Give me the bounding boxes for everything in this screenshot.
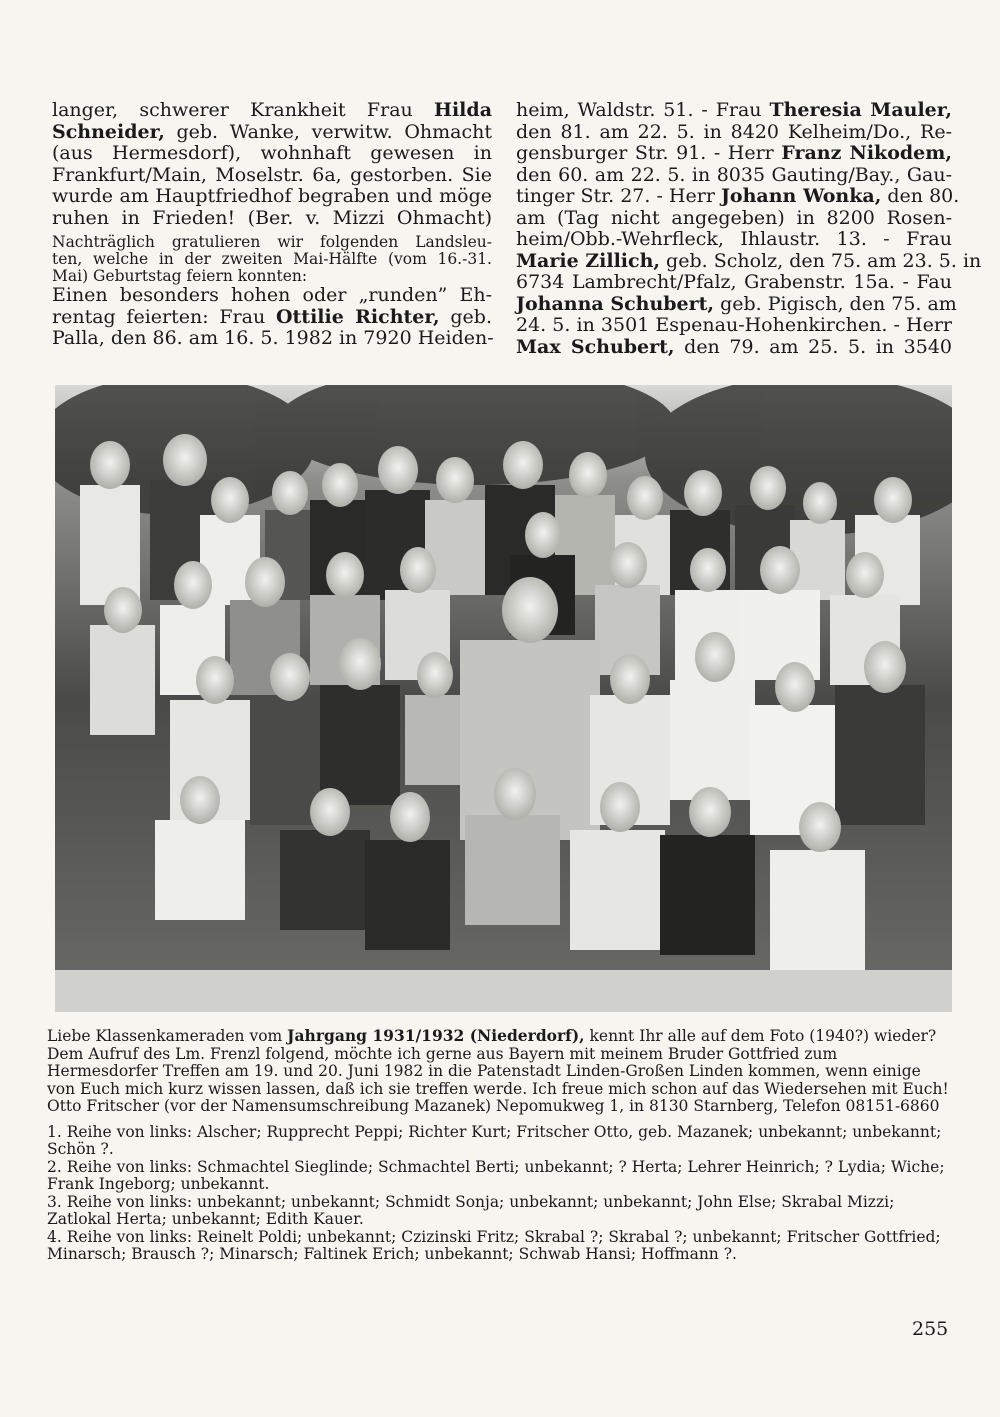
name-marie-zillich: Marie Zillich, [516, 249, 661, 272]
announcement-line: Mai) Geburtstag feiern konnten: [52, 267, 308, 285]
class-photo-image [55, 385, 952, 1012]
text-line: den 81. am 22. 5. in 8420 Kelheim/Do., Re- [516, 120, 952, 143]
name-schneider: Schneider, [52, 120, 165, 143]
text-line: (aus Hermesdorf), wohnhaft gewesen in [52, 142, 492, 164]
photo-caption [47, 1027, 952, 1264]
text-fragment: den 80. [881, 185, 960, 207]
page-number: 255 [912, 1318, 949, 1340]
row-4-names: 4. Reihe von links: Reinelt Poldi; unbekannt; Czizinski Fritz; Skrabal ?; Skrabal ?; unbekannt; Fritscher Gottfried; Minarsch; Brausch ?; Minarsch; Faltinek Erich; unbekannt; Schwab Hansi; Hoffmann ?. [47, 1227, 941, 1263]
text-fragment: gensburger Str. 91. - Herr [516, 142, 782, 164]
name-johann-wonka: Johann Wonka, [720, 185, 882, 207]
caption-paragraph: Liebe Klassenkameraden vom Jahrgang 1931/1932 (Niederdorf), kennt Ihr alle auf dem Foto (1940?) wieder? Dem Aufruf des Lm. Frenzl folgend, möchte ich gerne aus Bayern mit meinem Bruder Gottfried zum Hermesdorfer Treffen am 19. und 20. Juni 1982 in die Patenstadt Linden-Großen Linden kommen, wenn einige von Euch mich kurz wissen lassen, daß ich sie treffen werde. Ich freue mich schon auf das Wiedersehen mit Euch! Otto Fritscher (vor der Namensumschreibung Mazanek) Nepomukweg 1, in 8130 Starnberg, Telefon 08151-6860 [47, 1026, 949, 1115]
report-attribution: (Ber. v. Mizzi Ohmacht) [247, 206, 492, 229]
text-line: Frankfurt/Main, Moselstr. 6a, gestorben. Sie [52, 163, 492, 186]
text-fragment: rentag feierten: Frau [52, 305, 276, 328]
name-franz-nikodem: Franz Nikodem, [781, 142, 952, 164]
text-fragment: geb. Wanke, verwitw. Ohmacht [164, 120, 492, 143]
text-line: heim/Obb.-Wehrfleck, Ihlaustr. 13. - Frau [516, 228, 952, 250]
text-fragment: geb. Pigisch, den 75. am [714, 292, 957, 315]
name-max-schubert: Max Schubert, [516, 335, 675, 358]
text-fragment: geb. [439, 305, 492, 328]
announcement-line: Nachträglich gratulieren wir folgenden Landsleu- [52, 233, 492, 251]
text-fragment: den 79. am 25. 5. in 3540 [674, 335, 952, 358]
name-ottilie-richter: Ottilie Richter, [275, 305, 440, 328]
row-1-names: 1. Reihe von links: Alscher; Rupprecht Peppi; Richter Kurt; Fritscher Otto, geb. Mazanek; unbekannt; unbekannt; Schön ?. [47, 1122, 942, 1158]
text-fragment: tinger Str. 27. - Herr [516, 185, 721, 207]
text-line: 6734 Lambrecht/Pfalz, Grabenstr. 15a. - Fau [516, 271, 952, 293]
text-line: den 60. am 22. 5. in 8035 Gauting/Bay., Gau- [516, 163, 952, 186]
text-fragment: geb. Scholz, den 75. am 23. 5. in [660, 249, 982, 272]
name-theresia-mauler: Theresia Mauler, [769, 99, 952, 121]
row-3-names: 3. Reihe von links: unbekannt; unbekannt; Schmidt Sonja; unbekannt; unbekannt; John Else; Skrabal Mizzi; Zatlokal Herta; unbekannt; Edith Kauer. [47, 1192, 895, 1228]
name-johanna-schubert: Johanna Schubert, [516, 292, 715, 315]
announcement-line: ten, welche in der zweiten Mai-Hälfte (vom 16.-31. [52, 250, 492, 268]
name-hilda: Hilda [434, 99, 492, 121]
text-fragment: langer, schwerer Krankheit Frau [52, 99, 435, 121]
class-photo [55, 385, 952, 1012]
text-line: wurde am Hauptfriedhof begraben und möge [52, 185, 492, 207]
row-2-names: 2. Reihe von links: Schmachtel Sieglinde; Schmachtel Berti; unbekannt; ? Herta; Lehrer Heinrich; ? Lydia; Wiche; Frank Ingeborg; unbekannt. [47, 1157, 945, 1193]
year-group: Jahrgang 1931/1932 (Niederdorf), [287, 1026, 585, 1045]
text-fragment: ruhen in Frieden! [52, 206, 236, 229]
text-line: Palla, den 86. am 16. 5. 1982 in 7920 Heiden- [52, 327, 494, 349]
text-line: am (Tag nicht angegeben) in 8200 Rosen- [516, 206, 952, 229]
text-line: Einen besonders hohen oder „runden” Eh- [52, 284, 492, 306]
left-text-column [52, 100, 492, 350]
text-line: 24. 5. in 3501 Espenau-Hohenkirchen. - Herr [516, 314, 952, 336]
right-text-column [516, 99, 982, 358]
text-fragment: heim, Waldstr. 51. - Frau [516, 99, 770, 121]
